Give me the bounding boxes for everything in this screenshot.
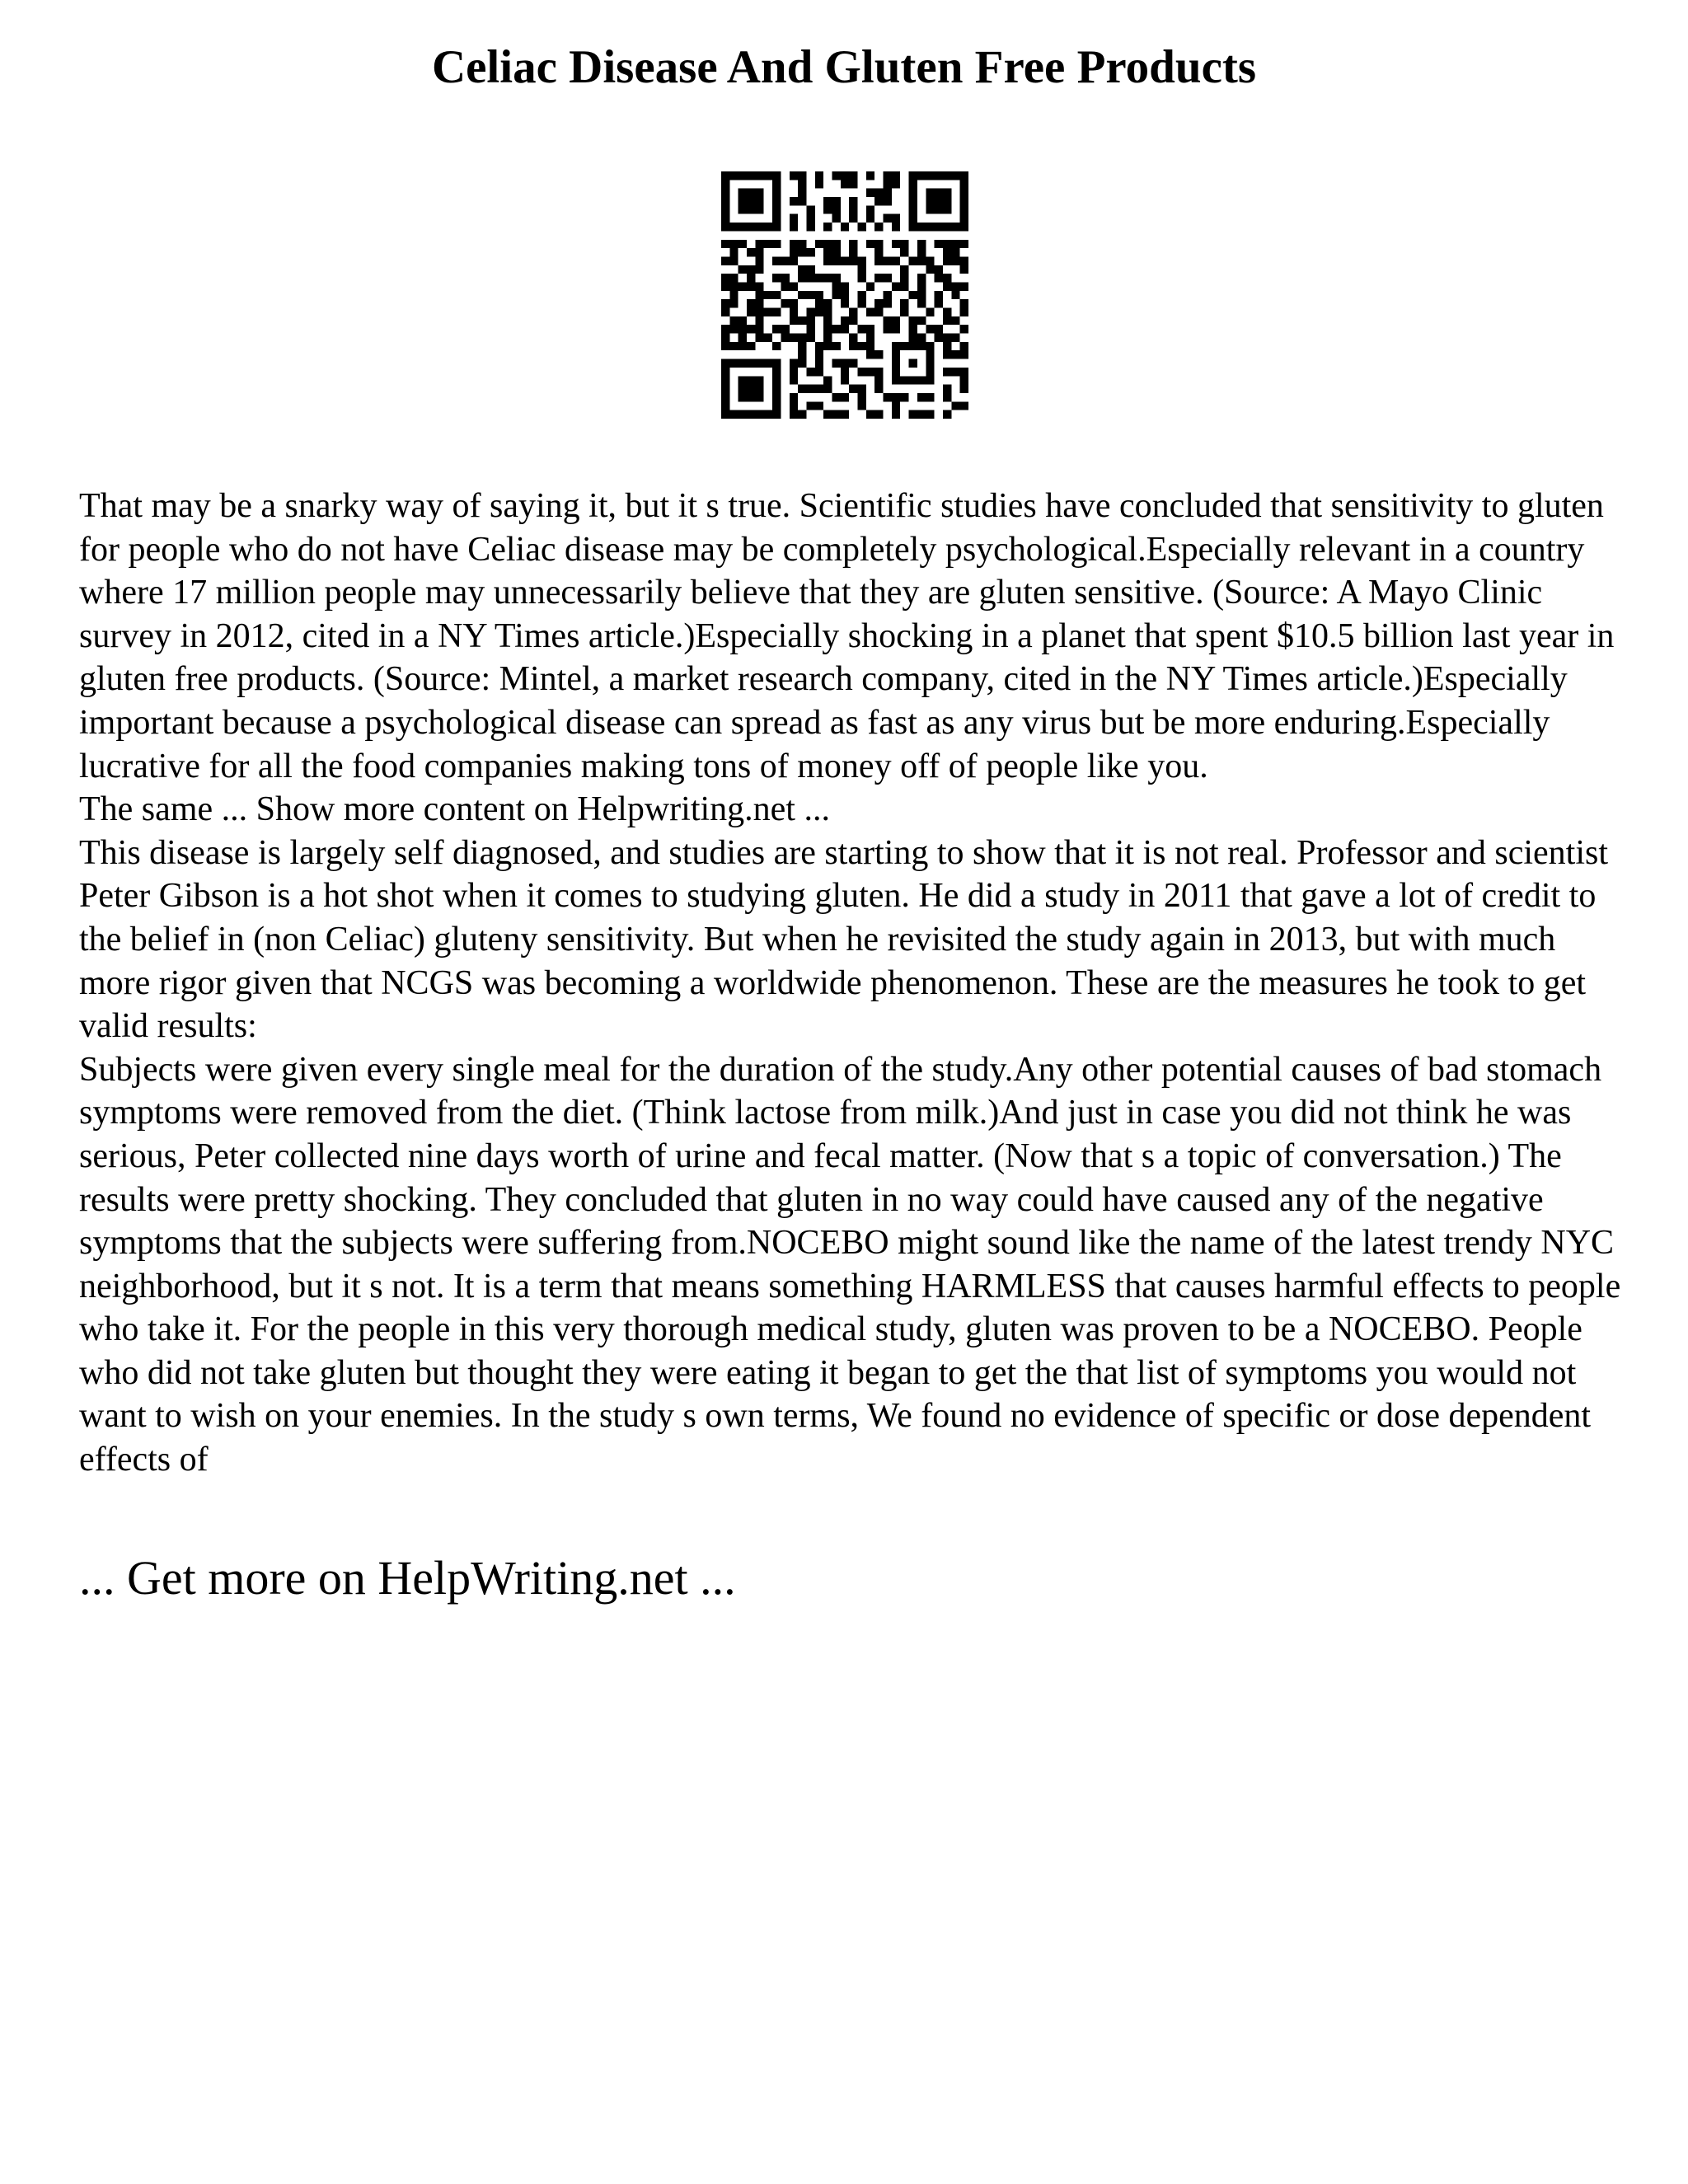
get-more-link[interactable]: ... Get more on HelpWriting.net ... bbox=[79, 1551, 736, 1605]
body-paragraph: That may be a snarky way of saying it, but it s true. Scientific studies have concluded that sensitivity to gluten for people who do not have Celiac disease may be completely psychological.Especially relevant in a country where 17 million people may unnecessarily believe that they are gluten sensitive. (Source: A Mayo Clinic survey in 2012, cited in a NY Times article.)Especially shocking in a planet that spent $10.5 billion last year in gluten free products. (Source: Mintel, a market research company, cited in the NY Times article.)Especially important because a psychological disease can spread as fast as any virus but be more enduring.Especially lucrative for all the food companies making tons of money off of people like you. bbox=[79, 487, 1615, 785]
page-title: Celiac Disease And Gluten Free Products bbox=[431, 41, 1257, 93]
body-paragraph: This disease is largely self diagnosed, and studies are starting to show that it is not real. Professor and scientist Peter Gibson is a hot shot when it comes to studying gluten. He did a study in 2011 that gave a lot of credit to the belief in (non Celiac) gluteny sensitivity. But when he revisited the study again in 2013, but with much more rigor given that NCGS was becoming a worldwide phenomenon. These are the measures he took to get valid results: bbox=[79, 833, 1609, 1046]
article-body bbox=[79, 485, 1629, 1482]
show-more-line[interactable]: The same ... Show more content on Helpwriting.net ... bbox=[79, 790, 830, 829]
body-paragraph: Subjects were given every single meal for the duration of the study.Any other potential causes of bad stomach symptoms were removed from the diet. (Think lactose from milk.)And just in case you did not think he was serious, Peter collected nine days worth of urine and fecal matter. (Now that s a topic of conversation.) The results were pretty shocking. They concluded that gluten in no way could have caused any of the negative symptoms that the subjects were suffering from.NOCEBO might sound like the name of the latest trendy NYC neighborhood, but it s not. It is a term that means something HARMLESS that causes harmful effects to people who take it. For the people in this very thorough medical study, gluten was proven to be a NOCEBO. People who did not take gluten but thought they were eating it began to get the that list of symptoms you would not want to wish on your enemies. In the study s own terms, We found no evidence of specific or dose dependent effects of bbox=[79, 1050, 1621, 1479]
qr-code-icon bbox=[721, 171, 968, 419]
